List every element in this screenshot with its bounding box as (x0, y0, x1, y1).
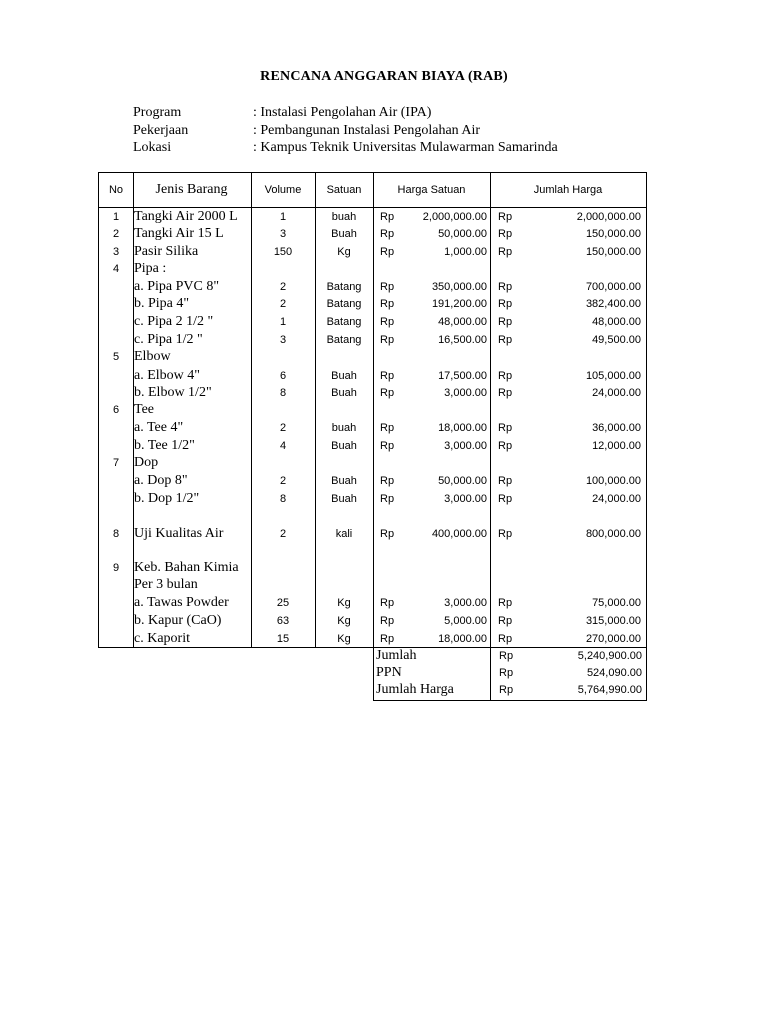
row-unit: Kg (337, 246, 351, 258)
row-price: 18,000.00 (438, 633, 487, 645)
row-price: 2,000,000.00 (422, 211, 487, 223)
row-total: 49,500.00 (592, 334, 641, 346)
row-volume: 4 (279, 440, 287, 452)
row-price: 3,000.00 (444, 440, 487, 452)
row-no: 2 (112, 228, 120, 240)
row-unit: Batang (326, 281, 362, 293)
header-no: No (108, 184, 124, 196)
price-currency: Rp (380, 334, 395, 346)
row-unit: Buah (331, 228, 357, 240)
summary-label: Jumlah Harga (376, 682, 454, 697)
column-divider (490, 173, 491, 647)
price-currency: Rp (380, 422, 395, 434)
row-price: 191,200.00 (431, 298, 487, 310)
summary-label: PPN (376, 665, 402, 680)
row-unit: Kg (337, 615, 351, 627)
total-currency: Rp (498, 298, 513, 310)
row-total: 382,400.00 (585, 298, 641, 310)
row-item: c. Kaporit (134, 631, 190, 646)
row-price: 400,000.00 (431, 528, 487, 540)
row-item: Pipa : (134, 261, 167, 276)
row-item: b. Dop 1/2" (134, 491, 200, 506)
meta-row-program (133, 104, 558, 122)
row-total: 315,000.00 (585, 615, 641, 627)
row-volume: 2 (279, 475, 287, 487)
row-unit: Kg (337, 597, 351, 609)
total-currency: Rp (498, 493, 513, 505)
row-item: Per 3 bulan (134, 577, 198, 592)
header-price: Harga Satuan (397, 184, 466, 196)
price-currency: Rp (380, 615, 395, 627)
row-total: 2,000,000.00 (576, 211, 641, 223)
meta-label: Program (133, 105, 182, 120)
row-price: 350,000.00 (431, 281, 487, 293)
row-unit: Buah (331, 440, 357, 452)
row-no: 1 (112, 211, 120, 223)
row-unit: kali (335, 528, 353, 540)
row-volume: 6 (279, 370, 287, 382)
row-item: b. Kapur (CaO) (134, 613, 222, 628)
total-currency: Rp (498, 246, 513, 258)
total-currency: Rp (498, 633, 513, 645)
row-no: 4 (112, 263, 120, 275)
price-currency: Rp (380, 633, 395, 645)
row-total: 150,000.00 (585, 228, 641, 240)
header-unit: Satuan (326, 184, 362, 196)
page-title: RENCANA ANGGARAN BIAYA (RAB) (260, 69, 508, 84)
row-volume: 15 (276, 633, 290, 645)
row-total: 150,000.00 (585, 246, 641, 258)
row-item: a. Dop 8" (134, 473, 188, 488)
row-price: 50,000.00 (438, 228, 487, 240)
row-unit: Buah (331, 493, 357, 505)
total-currency: Rp (498, 597, 513, 609)
header-total: Jumlah Harga (533, 184, 603, 196)
row-unit: buah (331, 422, 357, 434)
row-unit: Buah (331, 370, 357, 382)
price-currency: Rp (380, 246, 395, 258)
row-volume: 3 (279, 334, 287, 346)
total-currency: Rp (498, 211, 513, 223)
row-volume: 1 (279, 316, 287, 328)
row-price: 17,500.00 (438, 370, 487, 382)
row-no: 3 (112, 246, 120, 258)
summary-total: 524,090.00 (586, 667, 642, 679)
row-item: Elbow (134, 349, 171, 364)
row-item: Tangki Air 2000 L (134, 209, 238, 224)
row-total: 800,000.00 (585, 528, 641, 540)
row-item: a. Elbow 4" (134, 368, 200, 383)
row-no: 6 (112, 404, 120, 416)
row-total: 700,000.00 (585, 281, 641, 293)
total-currency: Rp (498, 422, 513, 434)
row-item: b. Pipa 4" (134, 296, 190, 311)
header-item: Jenis Barang (155, 182, 228, 197)
meta-value: : Kampus Teknik Universitas Mulawarman Samarinda (253, 140, 558, 155)
total-currency: Rp (498, 615, 513, 627)
row-unit: Batang (326, 334, 362, 346)
meta-label: Lokasi (133, 140, 172, 155)
price-currency: Rp (380, 493, 395, 505)
total-currency: Rp (498, 475, 513, 487)
total-currency: Rp (498, 440, 513, 452)
row-item: Tee (134, 402, 155, 417)
meta-row-lokasi (133, 139, 558, 157)
row-volume: 2 (279, 422, 287, 434)
row-item: c. Pipa 1/2 " (134, 332, 203, 347)
row-unit: buah (331, 211, 357, 223)
row-volume: 25 (276, 597, 290, 609)
row-unit: Batang (326, 298, 362, 310)
project-info (133, 104, 558, 157)
row-price: 18,000.00 (438, 422, 487, 434)
row-price: 3,000.00 (444, 597, 487, 609)
meta-value: : Pembangunan Instalasi Pengolahan Air (253, 122, 481, 138)
meta-row-pekerjaan (133, 122, 558, 140)
row-price: 3,000.00 (444, 493, 487, 505)
row-item: Tangki Air 15 L (134, 226, 224, 241)
row-unit: Buah (331, 387, 357, 399)
meta-value: : Instalasi Pengolahan Air (IPA) (253, 105, 432, 120)
row-item: c. Pipa 2 1/2 " (134, 314, 214, 329)
column-divider (373, 173, 374, 647)
row-total: 100,000.00 (585, 475, 641, 487)
price-currency: Rp (380, 228, 395, 240)
row-no: 5 (112, 351, 120, 363)
row-item: a. Tee 4" (134, 420, 184, 435)
row-volume: 150 (273, 246, 293, 258)
row-unit: Buah (331, 475, 357, 487)
row-item: Pasir Silika (134, 244, 199, 259)
summary-box (373, 646, 647, 701)
row-volume: 2 (279, 298, 287, 310)
summary-currency: Rp (499, 667, 514, 679)
row-price: 16,500.00 (438, 334, 487, 346)
total-currency: Rp (498, 334, 513, 346)
row-total: 105,000.00 (585, 370, 641, 382)
price-currency: Rp (380, 281, 395, 293)
price-currency: Rp (380, 475, 395, 487)
row-total: 24,000.00 (592, 387, 641, 399)
row-price: 1,000.00 (444, 246, 487, 258)
total-currency: Rp (498, 528, 513, 540)
total-currency: Rp (498, 281, 513, 293)
summary-currency: Rp (499, 684, 514, 696)
price-currency: Rp (380, 387, 395, 399)
row-total: 270,000.00 (585, 633, 641, 645)
row-total: 24,000.00 (592, 493, 641, 505)
row-unit: Batang (326, 316, 362, 328)
price-currency: Rp (380, 370, 395, 382)
price-currency: Rp (380, 211, 395, 223)
summary-currency: Rp (499, 650, 514, 662)
summary-label: Jumlah (376, 648, 417, 663)
summary-total: 5,764,990.00 (577, 684, 642, 696)
row-item: b. Tee 1/2" (134, 438, 195, 453)
row-volume: 8 (279, 493, 287, 505)
row-price: 3,000.00 (444, 387, 487, 399)
row-volume: 63 (276, 615, 290, 627)
row-price: 48,000.00 (438, 316, 487, 328)
row-no: 8 (112, 528, 120, 540)
row-item: Keb. Bahan Kimia (134, 560, 239, 575)
row-price: 5,000.00 (444, 615, 487, 627)
row-volume: 3 (279, 228, 287, 240)
price-currency: Rp (380, 528, 395, 540)
row-volume: 2 (279, 528, 287, 540)
price-currency: Rp (380, 597, 395, 609)
row-total: 12,000.00 (592, 440, 641, 452)
row-volume: 1 (279, 211, 287, 223)
total-currency: Rp (498, 387, 513, 399)
total-currency: Rp (498, 370, 513, 382)
header-volume: Volume (264, 184, 302, 196)
row-item: Uji Kualitas Air (134, 526, 224, 541)
row-total: 48,000.00 (592, 316, 641, 328)
meta-label: Pekerjaan (133, 122, 189, 138)
row-item: b. Elbow 1/2" (134, 385, 212, 400)
row-total: 75,000.00 (592, 597, 641, 609)
row-unit: Kg (337, 633, 351, 645)
budget-table (98, 172, 647, 648)
price-currency: Rp (380, 316, 395, 328)
row-no: 7 (112, 457, 120, 469)
row-price: 50,000.00 (438, 475, 487, 487)
price-currency: Rp (380, 298, 395, 310)
row-item: Dop (134, 455, 159, 470)
total-currency: Rp (498, 228, 513, 240)
row-volume: 2 (279, 281, 287, 293)
row-no: 9 (112, 562, 120, 574)
price-currency: Rp (380, 440, 395, 452)
row-volume: 8 (279, 387, 287, 399)
total-currency: Rp (498, 316, 513, 328)
row-total: 36,000.00 (592, 422, 641, 434)
summary-total: 5,240,900.00 (577, 650, 642, 662)
row-item: a. Tawas Powder (134, 595, 229, 610)
row-item: a. Pipa PVC 8" (134, 279, 220, 294)
